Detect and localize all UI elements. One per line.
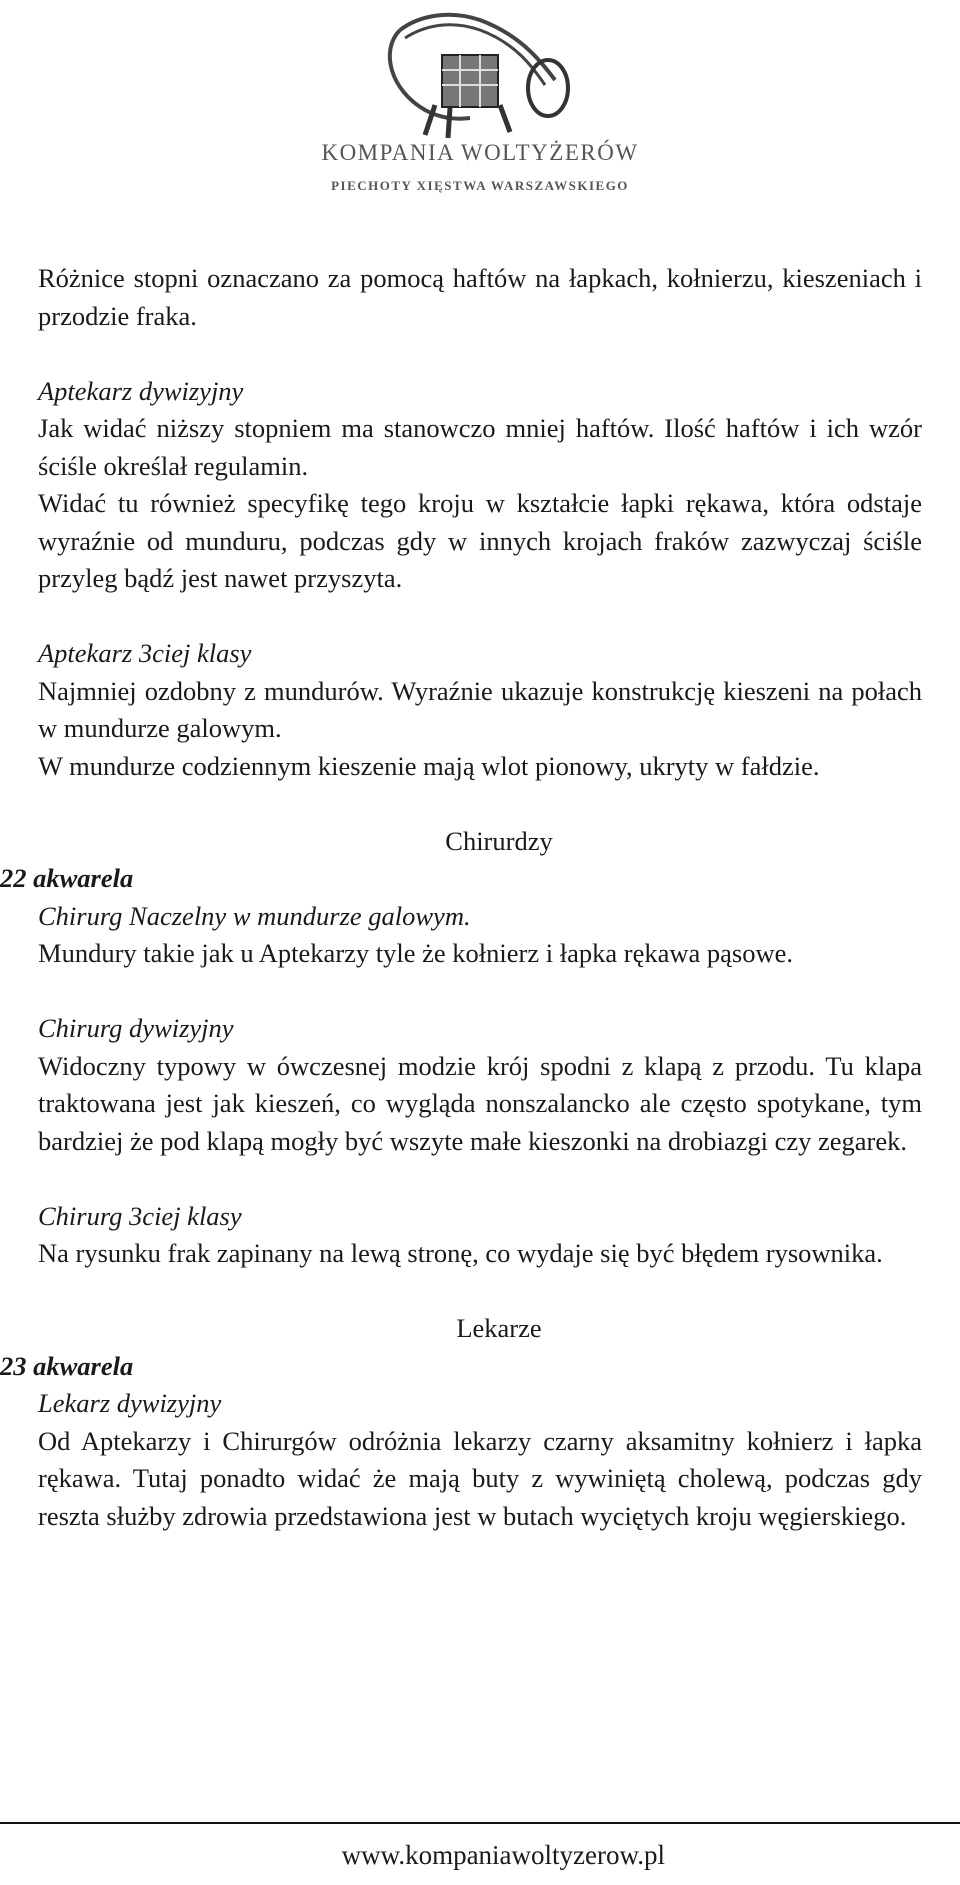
chirurg-naczelny-heading: Chirurg Naczelny w mundurze galowym. [38, 900, 471, 931]
aptekarz-3-heading: Aptekarz 3ciej klasy [38, 638, 252, 668]
footer-divider [0, 1822, 960, 1824]
chirurg-dywizyjny-text: Widoczny typowy w ówczesnej modzie krój spodni z klapą z przodu. Tu klapa traktowana jest jak kieszeń, co wygląda nonszalancko ale często spotykane, tym bardziej że pod klapą mogły być wszyte małe kieszonki na drobiazgi czy zegarek. [38, 1050, 922, 1156]
document-body [0, 260, 960, 1535]
section-lekarze: Lekarze [456, 1313, 542, 1343]
footer-url-link[interactable]: www.kompaniawoltyzerow.pl [341, 1840, 665, 1870]
aptekarz-dywizyjny-text-1: Jak widać niższy stopniem ma stanowczo mniej haftów. Ilość haftów i ich wzór ściśle określał regulamin. [38, 413, 922, 481]
intro-paragraph: Różnice stopni oznaczano za pomocą haftów na łapkach, kołnierzu, kieszeniach i przodzie fraka. [38, 263, 922, 331]
akwarela-23-label: 23 akwarela [0, 1350, 134, 1381]
aptekarz-3-text-1: Najmniej ozdobny z mundurów. Wyraźnie ukazuje konstrukcję kieszeni na połach w mundurze galowym. [38, 675, 922, 743]
footer [0, 1840, 960, 1871]
aptekarz-dywizyjny-heading: Aptekarz dywizyjny [38, 375, 244, 406]
lekarz-dywizyjny-heading: Lekarz dywizyjny [38, 1388, 222, 1418]
lekarz-dywizyjny-text: Od Aptekarzy i Chirurgów odróżnia lekarzy czarny aksamitny kołnierz i łapka rękawa. Tutaj ponadto widać że mają buty z wywiniętą cholewą, podczas gdy reszta służby zdrowia przedstawiona jest w butach wyciętych kroju węgierskiego. [38, 1425, 922, 1531]
section-chirurdzy: Chirurdzy [445, 825, 553, 856]
brand-subtitle: PIECHOTY XIĘSTWA WARSZAWSKIEGO [331, 178, 629, 193]
aptekarz-3-text-2: W mundurze codziennym kieszenie mają wlot pionowy, ukryty w fałdzie. [38, 750, 820, 781]
chirurg-3-heading: Chirurg 3ciej klasy [38, 1200, 242, 1231]
chirurg-3-text: Na rysunku frak zapinany na lewą stronę, co wydaje się być błędem rysownika. [38, 1238, 883, 1268]
chirurg-dywizyjny-heading: Chirurg dywizyjny [38, 1013, 234, 1043]
logo [0, 0, 960, 210]
akwarela-22-label: 22 akwarela [0, 863, 134, 893]
horn-emblem-icon [380, 10, 580, 140]
aptekarz-dywizyjny-text-2: Widać tu również specyfikę tego kroju w kształcie łapki rękawa, która odstaje wyraźnie od munduru, podczas gdy w innych krojach fraków zazwyczaj ściśle przyleg bądź jest nawet przyszyta. [38, 488, 922, 593]
brand-name: KOMPANIA WOLTYŻERÓW [321, 140, 639, 165]
chirurg-naczelny-text: Mundury takie jak u Aptekarzy tyle że kołnierz i łapka rękawa pąsowe. [38, 938, 793, 968]
